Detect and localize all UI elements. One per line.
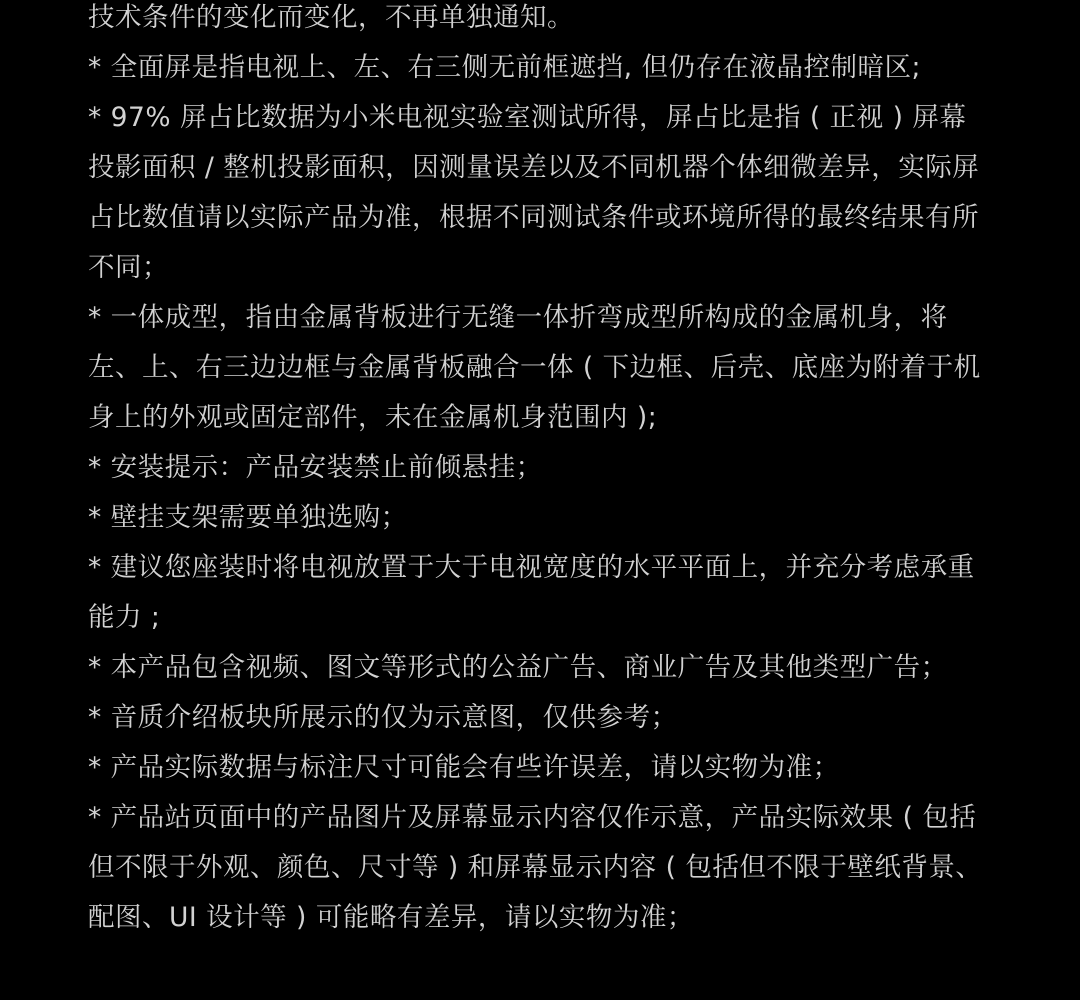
disclaimer-note: * 产品站页面中的产品图片及屏幕显示内容仅作示意，产品实际效果 ( 包括但不限于外观、颜色、尺寸等 ) 和屏幕显示内容 ( 包括但不限于壁纸背景、配图、UI 设计等 ) 可能略有差异，请以实物为准； xyxy=(88,802,983,933)
disclaimer-note: * 全面屏是指电视上、左、右三侧无前框遮挡, 但仍存在液晶控制暗区; xyxy=(88,52,921,83)
disclaimer-note: * 音质介绍板块所展示的仅为示意图，仅供参考； xyxy=(88,702,678,733)
disclaimer-note: * 一体成型，指由金属背板进行无缝一体折弯成型所构成的金属机身，将左、上、右三边边框与金属背板融合一体 ( 下边框、后壳、底座为附着于机身上的外观或固定部件，未在金属机身范围内 ); xyxy=(88,302,981,433)
disclaimer-note: * 安装提示：产品安装禁止前倾悬挂； xyxy=(88,452,543,483)
disclaimer-notes-list xyxy=(88,0,993,943)
disclaimer-note: * 97% 屏占比数据为小米电视实验室测试所得，屏占比是指 ( 正视 ) 屏幕投影面积 / 整机投影面积，因测量误差以及不同机器个体细微差异，实际屏占比数值请以实际产品为准，根据不同测试条件或环境所得的最终结果有所不同； xyxy=(88,102,980,283)
disclaimer-note: * 建议您座装时将电视放置于大于电视宽度的水平平面上，并充分考虑承重能力 ; xyxy=(88,552,975,633)
disclaimer-note: * 壁挂支架需要单独选购； xyxy=(88,502,408,533)
disclaimer-note: 技术条件的变化而变化，不再单独通知。 xyxy=(88,2,574,33)
disclaimer-note: * 本产品包含视频、图文等形式的公益广告、商业广告及其他类型广告； xyxy=(88,652,948,683)
disclaimer-note: * 产品实际数据与标注尺寸可能会有些许误差，请以实物为准； xyxy=(88,752,840,783)
